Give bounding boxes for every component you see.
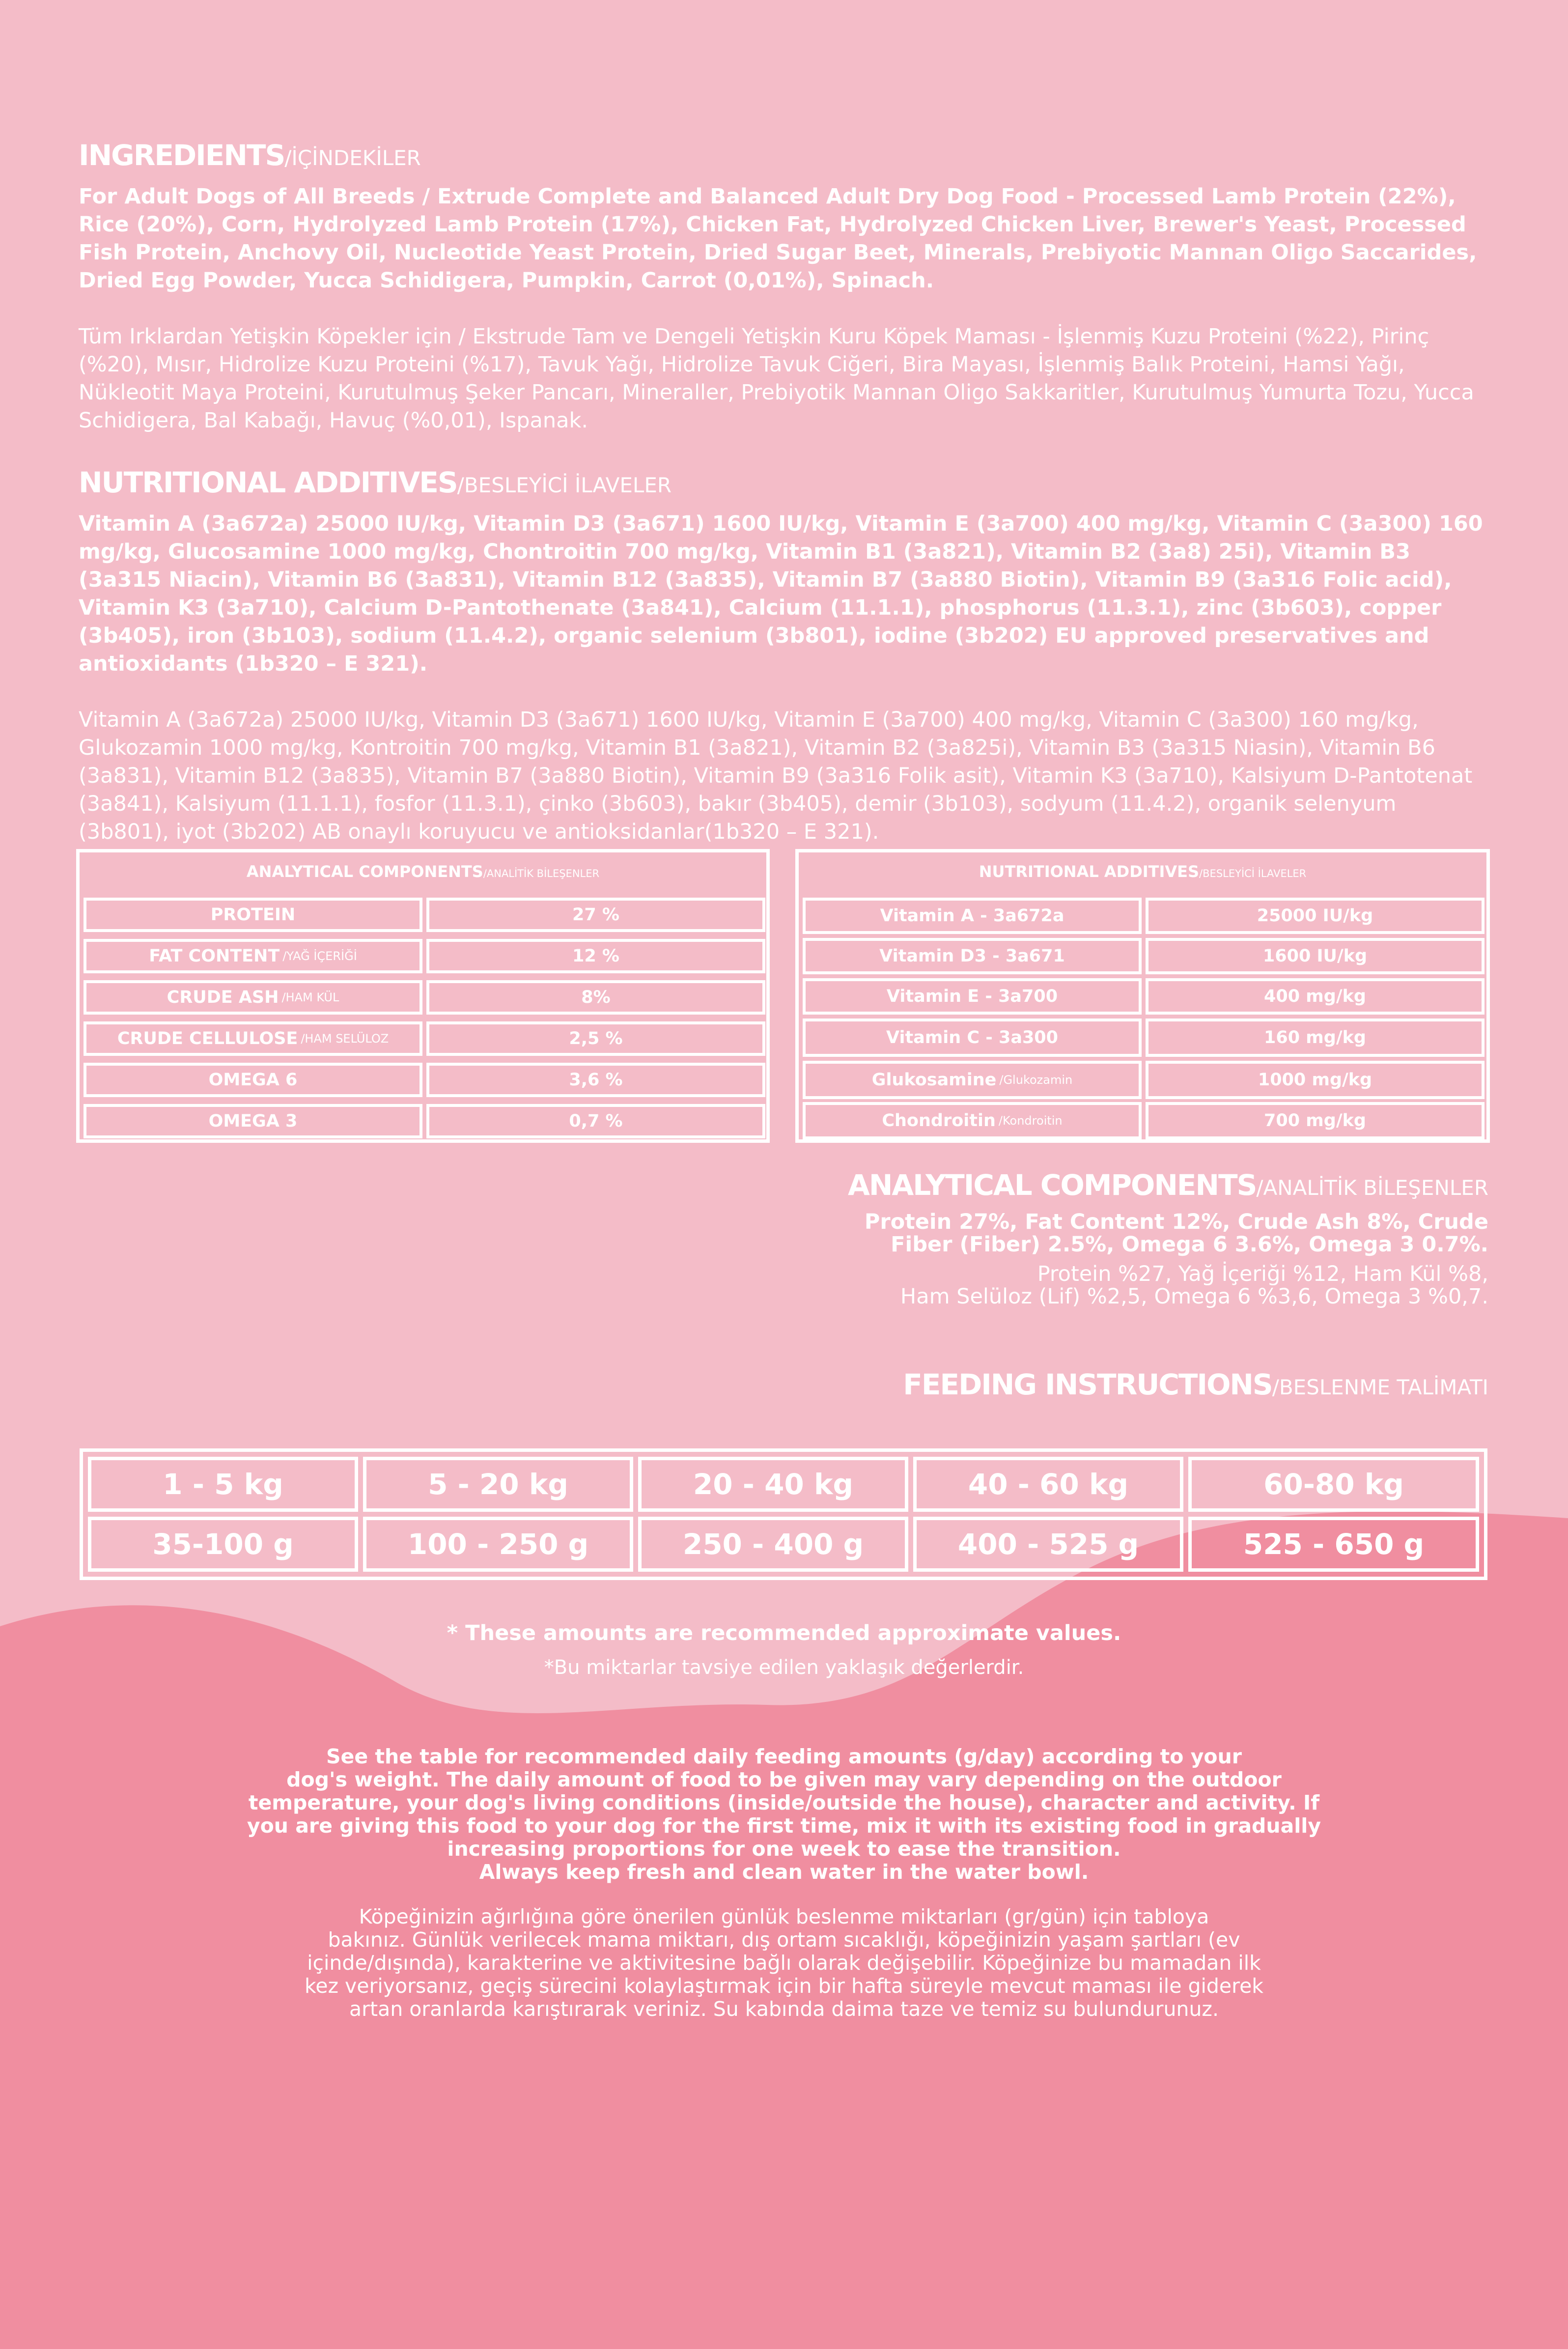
analytical-summary-subtitle: /ANALİTİK BİLEŞENLER xyxy=(1256,1176,1488,1200)
feeding-notes xyxy=(0,1619,1568,1681)
additives-table-title: NUTRITIONAL ADDITIVES xyxy=(979,862,1200,881)
feeding-amount-cell: 35-100 g xyxy=(88,1517,358,1572)
table-row-value: 1000 mg/kg xyxy=(1146,1061,1484,1099)
table-row-label: Glukosamine /Glukozamin xyxy=(803,1061,1142,1099)
feeding-amount-cell: 525 - 650 g xyxy=(1188,1517,1479,1572)
table-row-value: 3,6 % xyxy=(426,1063,765,1097)
additives-title: NUTRITIONAL ADDITIVES xyxy=(79,466,457,499)
table-row-label: OMEGA 6 xyxy=(84,1063,422,1097)
feeding-amount-cell: 400 - 525 g xyxy=(913,1517,1183,1572)
table-row-label: Vitamin A - 3a672a xyxy=(803,898,1142,934)
analytical-summary-section xyxy=(309,1168,1488,1308)
instructions-en: See the table for recommended daily feeding amounts (g/day) according to your dog's weight. The daily amount of food to be given may vary depending on the outdoor temperature, your dog's living conditions (inside/outside the house), character and activity. If you are giving this food to your dog for the first time, mix it with its existing food in gradually increasing proportions for one week to ease the transition. Always keep fresh and clean water in the water bowl. xyxy=(247,1745,1321,1884)
analytical-table-title: ANALYTICAL COMPONENTS xyxy=(246,862,483,881)
table-row-label: Vitamin D3 - 3a671 xyxy=(803,938,1142,974)
feeding-weight-cell: 5 - 20 kg xyxy=(363,1457,633,1512)
ingredients-text-tr: Tüm Irklardan Yetişkin Köpekler için / Ekstrude Tam ve Dengeli Yetişkin Kuru Köpek Maması - İşlenmiş Kuzu Proteini (%22), Pirinç (%20), Mısır, Hidrolize Kuzu Proteini (%17), Tavuk Yağı, Hidrolize Tavuk Ciğeri, Bira Mayası, İşlenmiş Balık Proteini, Hamsi Yağı, Nükleotit Maya Proteini, Kurutulmuş Şeker Pancarı, Mineraller, Prebiyotik Mannan Oligo Sakkaritler, Kurutulmuş Yumurta Tozu, Yucca Schidigera, Bal Kabağı, Havuç (%0,01), Ispanak. xyxy=(79,324,1474,433)
nutritional-additives-table xyxy=(795,849,1490,1143)
feeding-subtitle: /BESLENME TALİMATI xyxy=(1272,1375,1488,1399)
analytical-summary-tr-line1: Protein %27, Yağ İçeriği %12, Ham Kül %8, xyxy=(1037,1262,1488,1286)
table-row-label: Chondroitin /Kondroitin xyxy=(803,1102,1142,1139)
table-row-value: 700 mg/kg xyxy=(1146,1102,1484,1139)
analytical-summary-en-line1: Protein 27%, Fat Content 12%, Crude Ash 8%, Crude xyxy=(864,1210,1488,1234)
table-row-value: 8% xyxy=(426,980,765,1015)
table-row-value: 160 mg/kg xyxy=(1146,1019,1484,1057)
analytical-table-subtitle: /ANALİTİK BİLEŞENLER xyxy=(483,868,600,879)
feeding-weight-cell: 20 - 40 kg xyxy=(638,1457,908,1512)
feeding-table xyxy=(80,1448,1487,1580)
table-row-label: Vitamin C - 3a300 xyxy=(803,1019,1142,1057)
table-row-value: 400 mg/kg xyxy=(1146,978,1484,1015)
analytical-components-table xyxy=(76,849,770,1143)
feeding-amount-cell: 100 - 250 g xyxy=(363,1517,633,1572)
table-row-value: 12 % xyxy=(426,939,765,973)
feeding-note-en: * These amounts are recommended approximate values. xyxy=(447,1621,1121,1645)
table-row-label: FAT CONTENT /YAĞ İÇERİĞİ xyxy=(84,939,422,973)
feeding-weight-cell: 1 - 5 kg xyxy=(88,1457,358,1512)
additives-text-en: Vitamin A (3a672a) 25000 IU/kg, Vitamin D3 (3a671) 1600 IU/kg, Vitamin E (3a700) 400 mg/kg, Vitamin C (3a300) 160 mg/kg, Glucosamine 1000 mg/kg, Chontroitin 700 mg/kg, Vitamin B1 (3a821), Vitamin B2 (3a8) 25i), Vitamin B3 (3a315 Niacin), Vitamin B6 (3a831), Vitamin B12 (3a835), Vitamin B7 (3a880 Biotin), Vitamin B9 (3a316 Folic acid), Vitamin K3 (3a710), Calcium D-Pantothenate (3a841), Calcium (11.1.1), phosphorus (11.3.1), zinc (3b603), copper (3b405), iron (3b103), sodium (11.4.2), organic selenium (3b801), iodine (3b202) EU approved preservatives and antioxidants (1b320 – E 321). xyxy=(79,511,1483,676)
ingredients-text-en: For Adult Dogs of All Breeds / Extrude Complete and Balanced Adult Dry Dog Food - Processed Lamb Protein (22%), Rice (20%), Corn, Hydrolyzed Lamb Protein (17%), Chicken Fat, Hydrolyzed Chicken Liver, Brewer's Yeast, Processed Fish Protein, Anchovy Oil, Nucleotide Yeast Protein, Dried Sugar Beet, Minerals, Prebiyotic Mannan Oligo Saccarides, Dried Egg Powder, Yucca Schidigera, Pumpkin, Carrot (0,01%), Spinach. xyxy=(79,184,1477,293)
additives-subtitle: /BESLEYİCİ İLAVELER xyxy=(457,473,672,497)
table-row-value: 25000 IU/kg xyxy=(1146,898,1484,934)
table-row-label: PROTEIN xyxy=(84,898,422,932)
ingredients-subtitle: /İÇİNDEKİLER xyxy=(284,146,421,170)
table-row-label: CRUDE CELLULOSE /HAM SELÜLOZ xyxy=(84,1021,422,1056)
table-row-value: 27 % xyxy=(426,898,765,932)
analytical-summary-tr-line2: Ham Selüloz (Lif) %2,5, Omega 6 %3,6, Omega 3 %0,7. xyxy=(900,1284,1488,1309)
table-row-value: 2,5 % xyxy=(426,1021,765,1056)
feeding-title: FEEDING INSTRUCTIONS xyxy=(903,1368,1272,1401)
feeding-amount-cell: 250 - 400 g xyxy=(638,1517,908,1572)
instructions-tr: Köpeğinizin ağırlığına göre önerilen günlük beslenme miktarları (gr/gün) için tabloya bakınız. Günlük verilecek mama miktarı, dış ortam sıcaklığı, köpeğinizin yaşam şartları (ev içinde/dışında), karakterine ve aktivitesine bağlı olarak değişebilir. Köpeğinize bu mamadan ilk kez veriyorsanız, geçiş sürecini kolaylaştırmak için bir hafta süreyle mevcut maması ile giderek artan oranlarda karıştırarak veriniz. Su kabında daima taze ve temiz su bulundurunuz. xyxy=(304,1905,1264,2021)
analytical-summary-title: ANALYTICAL COMPONENTS xyxy=(847,1168,1257,1202)
table-row-label: OMEGA 3 xyxy=(84,1104,422,1138)
ingredients-title: INGREDIENTS xyxy=(79,139,285,172)
table-row-value: 0,7 % xyxy=(426,1104,765,1138)
feeding-heading xyxy=(309,1368,1488,1401)
table-row-label: CRUDE ASH /HAM KÜL xyxy=(84,980,422,1015)
feeding-weight-cell: 40 - 60 kg xyxy=(913,1457,1183,1512)
feeding-weight-cell: 60-80 kg xyxy=(1188,1457,1479,1512)
additives-section xyxy=(79,466,1484,846)
additives-text-tr: Vitamin A (3a672a) 25000 IU/kg, Vitamin D3 (3a671) 1600 IU/kg, Vitamin E (3a700) 400 mg/kg, Vitamin C (3a300) 160 mg/kg, Glukozamin 1000 mg/kg, Kontroitin 700 mg/kg, Vitamin B1 (3a821), Vitamin B2 (3a825i), Vitamin B3 (3a315 Niasin), Vitamin B6 (3a831), Vitamin B12 (3a835), Vitamin B7 (3a880 Biotin), Vitamin B9 (3a316 Folik asit), Vitamin K3 (3a710), Kalsiyum D-Pantotenat (3a841), Kalsiyum (11.1.1), fosfor (11.3.1), çinko (3b603), bakır (3b405), demir (3b103), sodyum (11.4.2), organik selenyum (3b801), iyot (3b202) AB onaylı koruyucu ve antioksidanlar(1b320 – E 321). xyxy=(79,708,1473,844)
analytical-summary-en-line2: Fiber (Fiber) 2.5%, Omega 6 3.6%, Omega 3 0.7%. xyxy=(891,1232,1488,1257)
table-row-label: Vitamin E - 3a700 xyxy=(803,978,1142,1015)
instructions-section xyxy=(0,1745,1568,2021)
analytical-table-header xyxy=(80,862,766,881)
table-row-value: 1600 IU/kg xyxy=(1146,938,1484,974)
feeding-note-tr: *Bu miktarlar tavsiye edilen yaklaşık değerlerdir. xyxy=(544,1656,1024,1679)
ingredients-section xyxy=(79,139,1484,435)
additives-table-subtitle: /BESLEYİCİ İLAVELER xyxy=(1199,868,1307,879)
additives-table-header xyxy=(799,862,1486,881)
